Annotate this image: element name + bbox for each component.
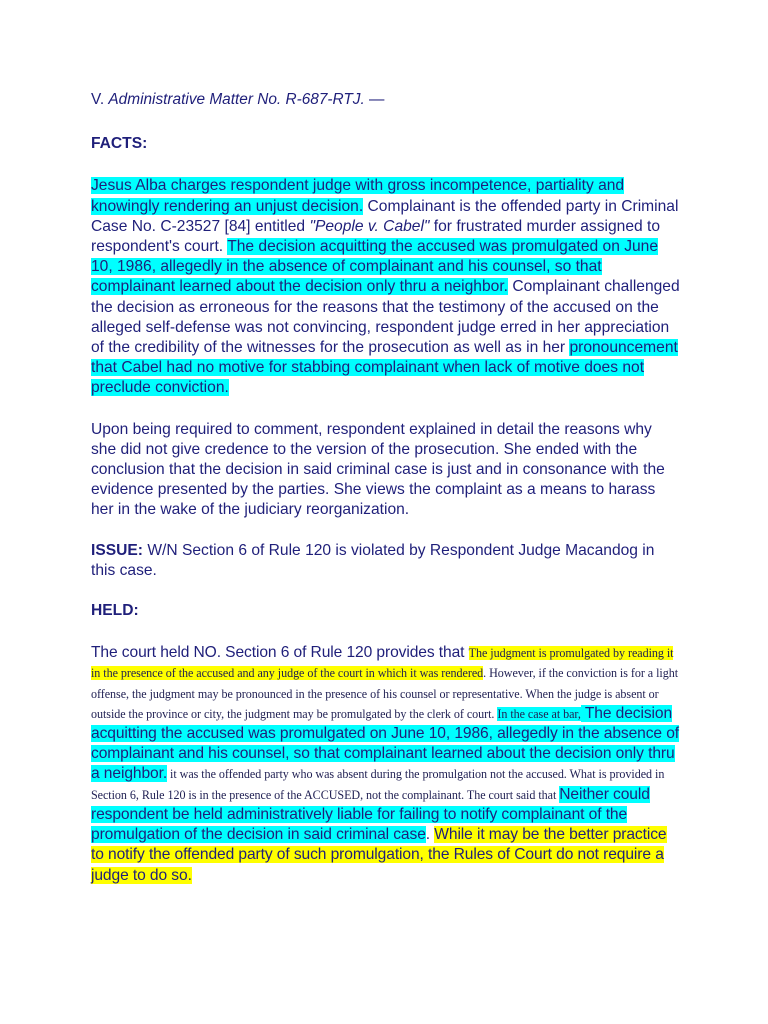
issue-paragraph: [91, 541, 681, 581]
facts-text-2: for frustrated murder assigned to respondent's court.: [91, 217, 661, 256]
matter-title: [91, 90, 681, 110]
rule-quote-highlight: The judgment is promulgated by reading it in the presence of the accused and any judge of the court in which it was rendered: [91, 646, 674, 681]
held-serif-text: it was the offended party who was absent during the promulgation not the accused. What is provided in Section 6, Rule 120 is in the presence of the ACCUSED, not the complainant. The court said that: [91, 767, 665, 802]
held-text-period: .: [425, 826, 435, 844]
document-page: [91, 90, 681, 886]
title-dash: —: [369, 91, 385, 108]
facts-heading: FACTS:: [91, 135, 148, 153]
facts-highlight-1: Jesus Alba charges respondent judge with gross incompetence, partiality and knowingly rendering an unjust decision.: [91, 177, 625, 215]
facts-paragraph-1: [91, 176, 681, 398]
held-text-1: The court held NO. Section 6 of Rule 120 provides that: [91, 644, 469, 662]
issue-text: W/N Section 6 of Rule 120 is violated by Respondent Judge Macandog in this case.: [91, 541, 655, 579]
facts-paragraph-2: Upon being required to comment, respondent explained in detail the reasons why she did not give credence to the version of the prosecution. She ended with the conclusion that the decision in said criminal case is just and in consonance with the evidence presented by the parties. She views the complaint as a means to harass her in the wake of the judiciary reorganization.: [91, 420, 665, 519]
held-highlight-liability: Neither could respondent be held administratively liable for failing to notify complainant of the promulgation of the decision in said criminal case: [91, 785, 650, 844]
held-heading: HELD:: [91, 602, 139, 620]
issue-label: ISSUE:: [91, 541, 143, 559]
held-highlight-decision: The decision acquitting the accused was promulgated on June 10, 1986, allegedly in the absence of complainant and his counsel, so that complainant learned about the decision only thru a neighbor.: [91, 704, 680, 783]
rule-quote-text: . However, if the conviction is for a light offense, the judgment may be pronounced in the presence of his counsel or representative. When the judge is absent or outside the province or city, the judgment may be promulgated by the clerk of court.: [91, 666, 679, 721]
title-matter: Administrative Matter No. R-687-RTJ.: [108, 91, 365, 108]
case-at-bar-highlight: In the case at bar,: [497, 706, 581, 721]
facts-highlight-3: pronouncement that Cabel had no motive for stabbing complainant when lack of motive does not preclude conviction.: [91, 339, 678, 397]
held-highlight-practice: While it may be the better practice to notify the offended party of such promulgation, the Rules of Court do not require a judge to do so.: [91, 826, 667, 884]
facts-text-1: Complainant is the offended party in Criminal Case No. C-23527 [84] entitled: [91, 197, 679, 235]
facts-text-3: Complainant challenged the decision as erroneous for the reasons that the testimony of the accused on the alleged self-defense was not convincing, respondent judge erred in her appreciation of the credibility of the witnesses for the prosecution as well as in her: [91, 278, 680, 357]
title-numeral: V.: [91, 91, 105, 108]
held-paragraph: [91, 643, 681, 885]
facts-highlight-2: The decision acquitting the accused was promulgated on June 10, 1986, allegedly in the absence of complainant and his counsel, so that complainant learned about the decision only thru a neighbor.: [91, 238, 659, 296]
case-title: "People v. Cabel": [309, 217, 430, 235]
